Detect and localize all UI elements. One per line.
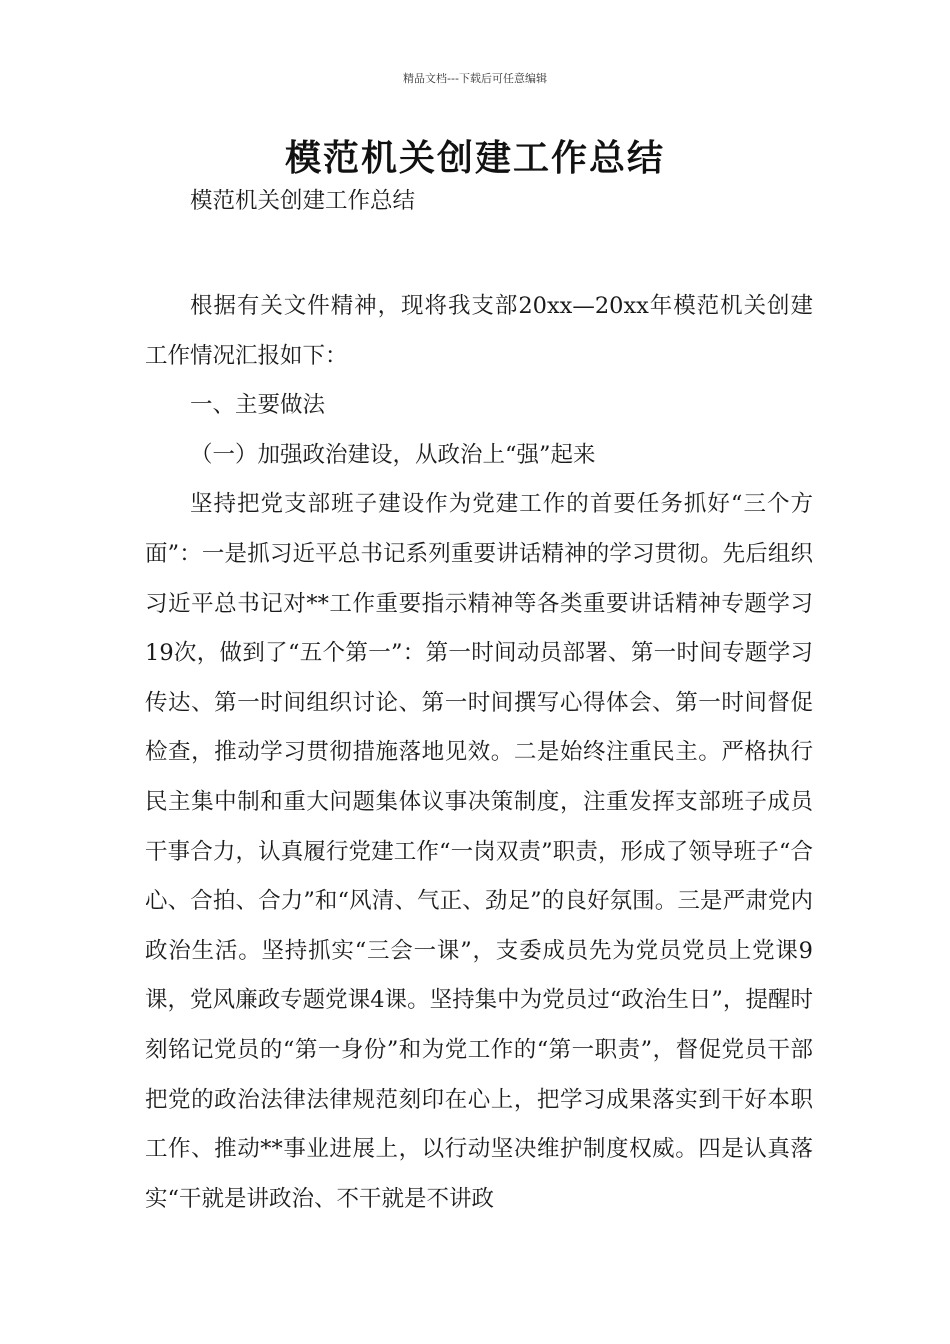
body-paragraph: 坚持把党支部班子建设作为党建工作的首要任务抓好“三个方面”：一是抓习近平总书记系列重要讲话精神的学习贯彻。先后组织习近平总书记对**工作重要指示精神等各类重要讲话精神专题学习19次，做到了“五个第一”：第一时间动员部署、第一时间专题学习传达、第一时间组织讨论、第一时间撰写心得体会、第一时间督促检查，推动学习贯彻措施落地见效。二是始终注重民主。严格执行民主集中制和重大问题集体议事决策制度，注重发挥支部班子成员干事合力，认真履行党建工作“一岗双责”职责，形成了领导班子“合心、合拍、合力”和“风清、气正、劲足”的良好氛围。三是严肃党内政治生活。坚持抓实“三会一课”，支委成员先为党员党员上党课9课，党风廉政专题党课4课。坚持集中为党员过“政治生日”，提醒时刻铭记党员的“第一身份”和为党工作的“第一职责”，督促党员干部把党的政治法律法律规范刻印在心上，把学习成果落实到干好本职工作、推动**事业进展上，以行动坚决维护制度权威。四是认真落实“干就是讲政治、不干就是不讲政: [145, 491, 813, 1212]
section-heading: 一、主要做法: [190, 392, 326, 419]
header-note: 精品文档---下载后可任意编辑: [403, 72, 547, 85]
document-title: 模范机关创建工作总结: [284, 138, 665, 179]
document-body: [145, 282, 813, 1224]
subtitle-block: [145, 177, 813, 227]
intro-paragraph: 根据有关文件精神，现将我支部20xx—20xx年模范机关创建工作情况汇报如下：: [145, 293, 813, 369]
document-subtitle: 模范机关创建工作总结: [190, 188, 416, 214]
subsection-heading: （一）加强政治建设，从政治上“强”起来: [190, 441, 596, 468]
